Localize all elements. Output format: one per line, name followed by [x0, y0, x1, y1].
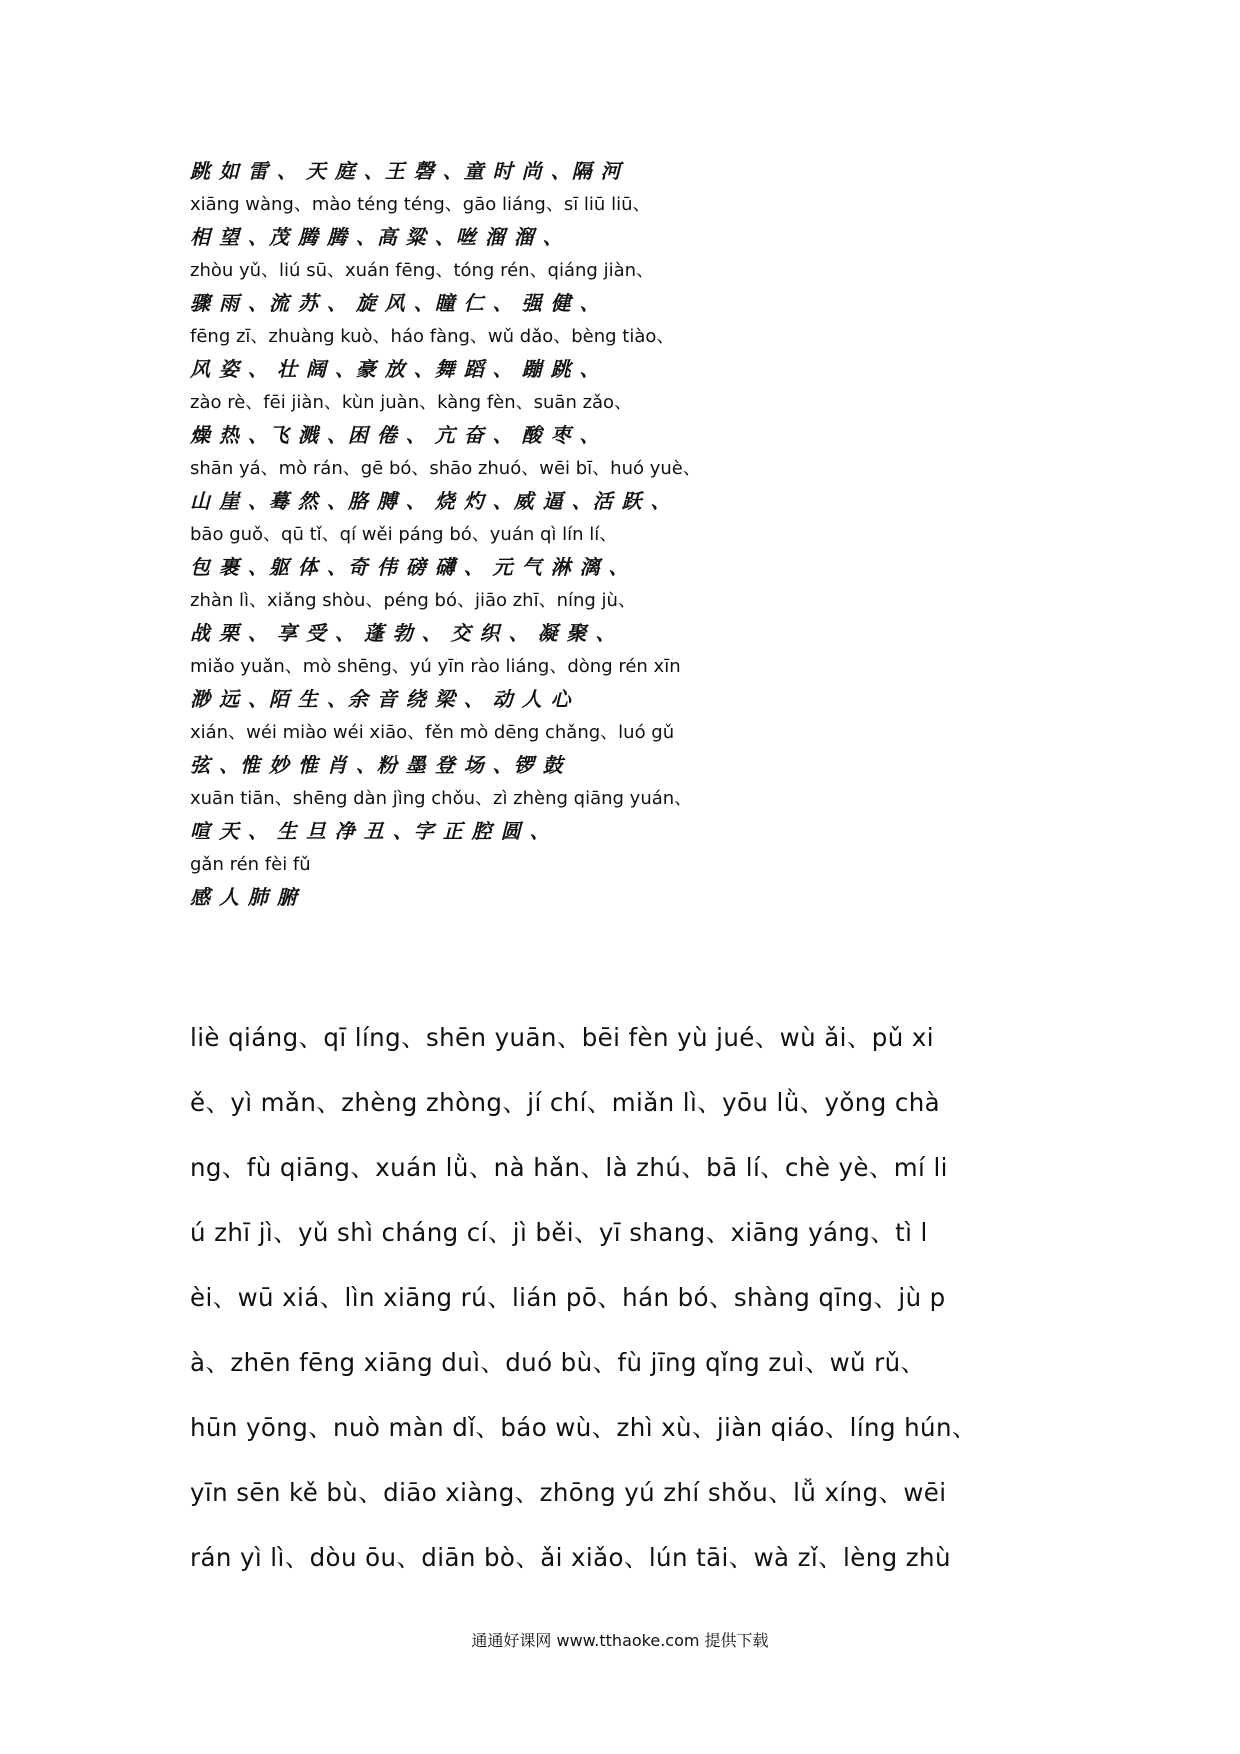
hanzi-line: 弦 、惟 妙 惟 肖 、粉 墨 登 场 、锣 鼓: [190, 753, 564, 777]
pinyin-line: bāo guǒ、qū tǐ、qí wěi páng bó、yuán qì lín lí、: [190, 524, 618, 545]
page-footer: 通通好课网 www.tthaoke.com 提供下载: [471, 1631, 769, 1650]
pinyin-line: miǎo yuǎn、mò shēng、yú yīn rào liáng、dòng rén xīn: [190, 656, 681, 677]
pinyin-line: shān yá、mò rán、gē bó、shāo zhuó、wēi bī、huó yuè、: [190, 458, 701, 479]
pinyin-line: gǎn rén fèi fǔ: [190, 854, 311, 875]
hanzi-line: 包 裹 、躯 体 、奇 伟 磅 礴 、 元 气 淋 漓 、: [190, 555, 630, 579]
hanzi-line: 骤 雨 、流 苏 、 旋 风 、瞳 仁 、 强 健 、: [190, 291, 601, 315]
pinyin-line: fēng zī、zhuàng kuò、háo fàng、wǔ dǎo、bèng tiào、: [190, 326, 675, 347]
hanzi-line: 燥 热 、飞 溅 、困 倦 、 亢 奋 、 酸 枣 、: [190, 423, 601, 447]
hanzi-line: 感 人 肺 腑: [190, 885, 298, 909]
pinyin-line: zhàn lì、xiǎng shòu、péng bó、jiāo zhī、níng jù、: [190, 590, 636, 611]
hanzi-line: 战 栗 、 享 受 、 蓬 勃 、 交 织 、 凝 聚 、: [190, 621, 617, 645]
pinyin-line: zhòu yǔ、liú sū、xuán fēng、tóng rén、qiáng jiàn、: [190, 260, 655, 281]
pinyin-hanzi-block: [190, 155, 790, 914]
pinyin-paragraph-line: ú zhī jì、yǔ shì cháng cí、jì běi、yī shang、xiāng yáng、tì l: [190, 1218, 928, 1247]
hanzi-line: 相 望 、茂 腾 腾 、高 粱 、咝 溜 溜 、: [190, 225, 564, 249]
hanzi-line: 山 崖 、蓦 然 、胳 膊 、 烧 灼 、威 逼 、活 跃 、: [190, 489, 672, 513]
pinyin-line: xuān tiān、shēng dàn jìng chǒu、zì zhèng qiāng yuán、: [190, 788, 693, 809]
pinyin-paragraph-line: ng、fù qiāng、xuán lǜ、nà hǎn、là zhú、bā lí、chè yè、mí li: [190, 1153, 948, 1182]
pinyin-paragraph-line: rán yì lì、dòu ōu、diān bò、ǎi xiǎo、lún tāi、wà zǐ、lèng zhù: [190, 1543, 951, 1572]
pinyin-paragraph-line: à、zhēn fēng xiāng duì、duó bù、fù jīng qǐng zuì、wǔ rǔ、: [190, 1348, 926, 1377]
hanzi-line: 跳 如 雷 、 天 庭 、王 磬 、童 时 尚 、隔 河: [190, 159, 622, 183]
pinyin-paragraph-line: ě、yì mǎn、zhèng zhòng、jí chí、miǎn lì、yōu lǜ、yǒng chà: [190, 1088, 941, 1117]
pinyin-paragraph: [190, 1005, 1060, 1590]
hanzi-line: 渺 远 、陌 生 、余 音 绕 梁 、 动 人 心: [190, 687, 572, 711]
pinyin-paragraph-line: hūn yōng、nuò màn dǐ、báo wù、zhì xù、jiàn qiáo、líng hún、: [190, 1413, 977, 1442]
pinyin-paragraph-line: èi、wū xiá、lìn xiāng rú、lián pō、hán bó、shàng qīng、jù p: [190, 1283, 946, 1312]
pinyin-paragraph-line: liè qiáng、qī líng、shēn yuān、bēi fèn yù jué、wù ǎi、pǔ xi: [190, 1023, 934, 1052]
hanzi-line: 风 姿 、 壮 阔 、豪 放 、舞 蹈 、 蹦 跳 、: [190, 357, 601, 381]
pinyin-line: xiāng wàng、mào téng téng、gāo liáng、sī liū liū、: [190, 194, 651, 215]
pinyin-paragraph-line: yīn sēn kě bù、diāo xiàng、zhōng yú zhí shǒu、lǚ xíng、wēi: [190, 1478, 947, 1507]
pinyin-line: xián、wéi miào wéi xiāo、fěn mò dēng chǎng、luó gǔ: [190, 722, 675, 743]
pinyin-line: zào rè、fēi jiàn、kùn juàn、kàng fèn、suān zǎo、: [190, 392, 633, 413]
hanzi-line: 喧 天 、 生 旦 净 丑 、字 正 腔 圆 、: [190, 819, 551, 843]
